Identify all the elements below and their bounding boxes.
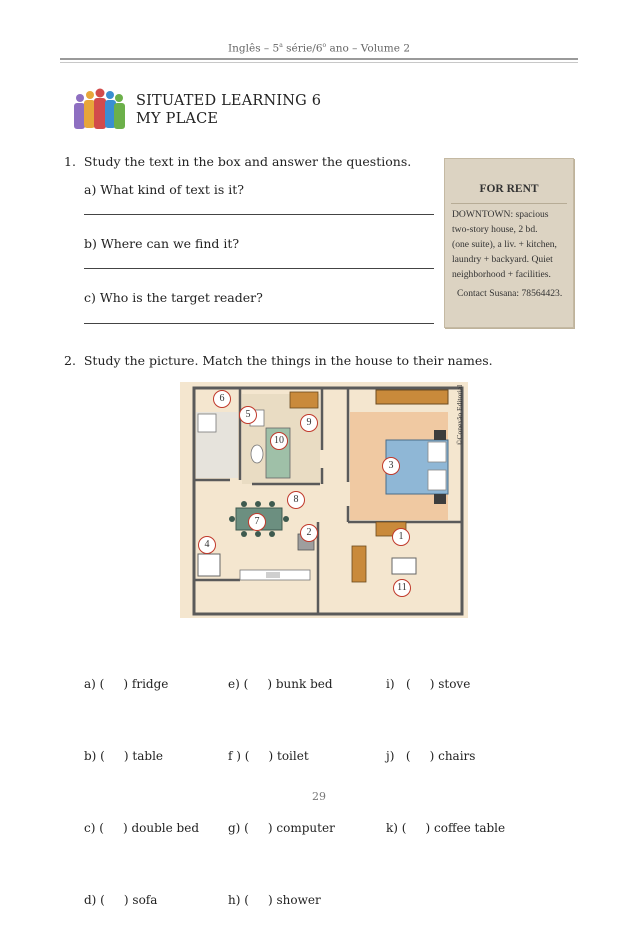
marker-10: 10	[270, 432, 288, 450]
header-text-part: ano – Volume 2	[326, 42, 410, 55]
answer-line-1c[interactable]	[84, 323, 434, 324]
ad-line: neighborhood + facilities.	[452, 269, 551, 280]
question-1a: a) What kind of text is it?	[84, 182, 244, 197]
marker-1: 1	[392, 528, 410, 546]
ad-body	[452, 207, 576, 282]
answer-line-1a[interactable]	[84, 214, 434, 215]
question-1c: c) Who is the target reader?	[84, 290, 263, 305]
marker-8: 8	[287, 491, 305, 509]
header-superscript: a	[279, 42, 283, 49]
marker-11: 11	[393, 579, 411, 597]
section-title: SITUATED LEARNING 6	[136, 93, 322, 109]
match-item[interactable]: j) ( ) chairs	[386, 749, 476, 763]
question-1b: b) Where can we find it?	[84, 236, 240, 251]
match-item[interactable]: e) ( ) bunk bed	[228, 677, 333, 691]
question-1-prompt: 1. Study the text in the box and answer the questions.	[64, 154, 412, 169]
ad-contact: Contact Susana: 78564423.	[457, 288, 563, 299]
header-rule	[60, 58, 578, 60]
ad-line: (one suite), a liv. + kitchen,	[452, 239, 557, 250]
people-group-icon	[70, 86, 128, 132]
match-item[interactable]: k) ( ) coffee table	[386, 821, 506, 835]
page-header	[0, 42, 638, 55]
ad-line: laundry + backyard. Quiet	[452, 254, 553, 265]
match-item[interactable]: b) ( ) table	[84, 749, 164, 763]
marker-6: 6	[213, 390, 231, 408]
ad-line: DOWNTOWN: spacious	[452, 209, 549, 220]
match-item[interactable]: h) ( ) shower	[228, 893, 321, 907]
marker-9: 9	[300, 414, 318, 432]
match-column-1	[84, 624, 199, 936]
match-column-3	[386, 624, 505, 864]
match-item[interactable]: c) ( ) double bed	[84, 821, 200, 835]
copyright-text: ©Conexão Editorial	[455, 384, 464, 446]
marker-5: 5	[239, 406, 257, 424]
for-rent-ad	[444, 158, 574, 328]
header-text-part: série/6	[282, 42, 323, 55]
section-subtitle: MY PLACE	[136, 111, 219, 127]
question-2-prompt: 2. Study the picture. Match the things in the house to their names.	[64, 353, 493, 368]
marker-4: 4	[198, 536, 216, 554]
match-item[interactable]: d) ( ) sofa	[84, 893, 158, 907]
match-column-2	[228, 624, 335, 936]
match-item[interactable]: f ) ( ) toilet	[228, 749, 309, 763]
page-number: 29	[312, 790, 326, 803]
ad-divider	[451, 203, 567, 204]
match-item[interactable]: g) ( ) computer	[228, 821, 335, 835]
ad-title: FOR RENT	[479, 183, 539, 195]
copyright-credit	[452, 382, 466, 448]
ad-line: two-story house, 2 bd.	[452, 224, 538, 235]
answer-line-1b[interactable]	[84, 268, 434, 269]
header-superscript: o	[322, 42, 327, 49]
match-item[interactable]: a) ( ) fridge	[84, 677, 169, 691]
marker-3: 3	[382, 457, 400, 475]
header-text-part: Inglês – 5	[227, 42, 280, 55]
marker-2: 2	[300, 524, 318, 542]
match-item[interactable]: i) ( ) stove	[386, 677, 471, 691]
header-rule-thin	[60, 62, 578, 63]
marker-7: 7	[248, 513, 266, 531]
house-floor-plan	[180, 382, 468, 618]
